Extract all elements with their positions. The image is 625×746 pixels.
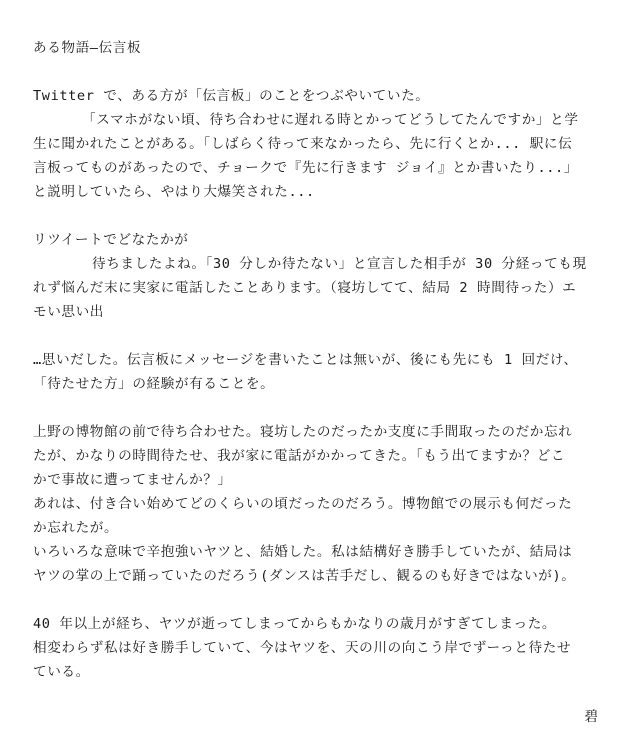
- paragraph-gap: [33, 60, 599, 84]
- paragraph-gap: [33, 204, 599, 228]
- paragraph-forty-years: [33, 612, 599, 684]
- text-line: 40 年以上が経ち、ヤツが逝ってしまってからもかなりの歳月がすぎてしまった。: [33, 616, 557, 632]
- text-line: たが、かなりの時間待たせ、我が家に電話がかかってきた。「もう出てますか？どこ: [33, 448, 566, 464]
- text-line: かで事故に遭ってませんか？」: [33, 472, 232, 488]
- text-line: モい思い出: [33, 304, 104, 320]
- text-line: 「スマホがない頃、待ち合わせに遅れる時とかってどうしてたんですか」と学: [82, 112, 579, 128]
- text-line: 上野の博物館の前で待ち合わせた。寝坊したのだったか支度に手間取ったのだか忘れ: [33, 424, 573, 440]
- text-line: いろいろな意味で辛抱強いヤツと、結婚した。私は結構好き勝手していたが、結局は: [33, 544, 573, 560]
- paragraph-gap: [33, 324, 599, 348]
- text-line: と説明していたら、やはり大爆笑された...: [33, 184, 315, 200]
- paragraph-retweet: [33, 228, 599, 324]
- paragraph-remembered: [33, 348, 599, 396]
- paragraph-gap: [33, 588, 599, 612]
- text-line: 「待たせた方」の経験が有ることを。: [33, 376, 275, 392]
- text-line: れず悩んだ末に実家に電話したことあります。（寝坊してて、結局 2 時間待った）エ: [33, 280, 577, 296]
- text-line: ヤツの掌の上で踊っていたのだろう(ダンスは苦手だし、観るのも好きではないが)。: [33, 568, 576, 584]
- text-line: リツイートでどなたかが: [33, 232, 189, 248]
- text-line: …思いだした。伝言板にメッセージを書いたことは無いが、後にも先にも 1 回だけ、: [33, 352, 578, 368]
- text-line: Twitter で、ある方が「伝言板」のことをつぶやいていた。: [33, 88, 430, 104]
- text-line: あれは、付き合い始めてどのくらいの頃だったのだろう。博物館での展示も何だった: [33, 496, 573, 512]
- author-signature: 碧: [584, 709, 598, 725]
- text-line: 生に聞かれたことがある。「しばらく待って来なかったら、先に行くとか... 駅に伝: [33, 136, 573, 152]
- text-line: ている。: [33, 664, 90, 680]
- document-body: [33, 36, 599, 684]
- paragraph-gap: [33, 396, 599, 420]
- paragraph-twitter: [33, 84, 599, 204]
- text-line: か忘れたが。: [33, 520, 119, 536]
- paragraph-ueno: [33, 420, 599, 588]
- text-line: 言板ってものがあったので、チョークで『先に行きます ジョイ』とか書いたり...」: [33, 160, 579, 176]
- document-title: ある物語―伝言板: [33, 40, 142, 56]
- text-line: 相変わらず私は好き勝手していて、今はヤツを、天の川の向こう岸でずーっと待たせ: [33, 640, 572, 656]
- text-line: 待ちましたよね。「30 分しか待たない」と宣言した相手が 30 分経っても現: [92, 256, 587, 272]
